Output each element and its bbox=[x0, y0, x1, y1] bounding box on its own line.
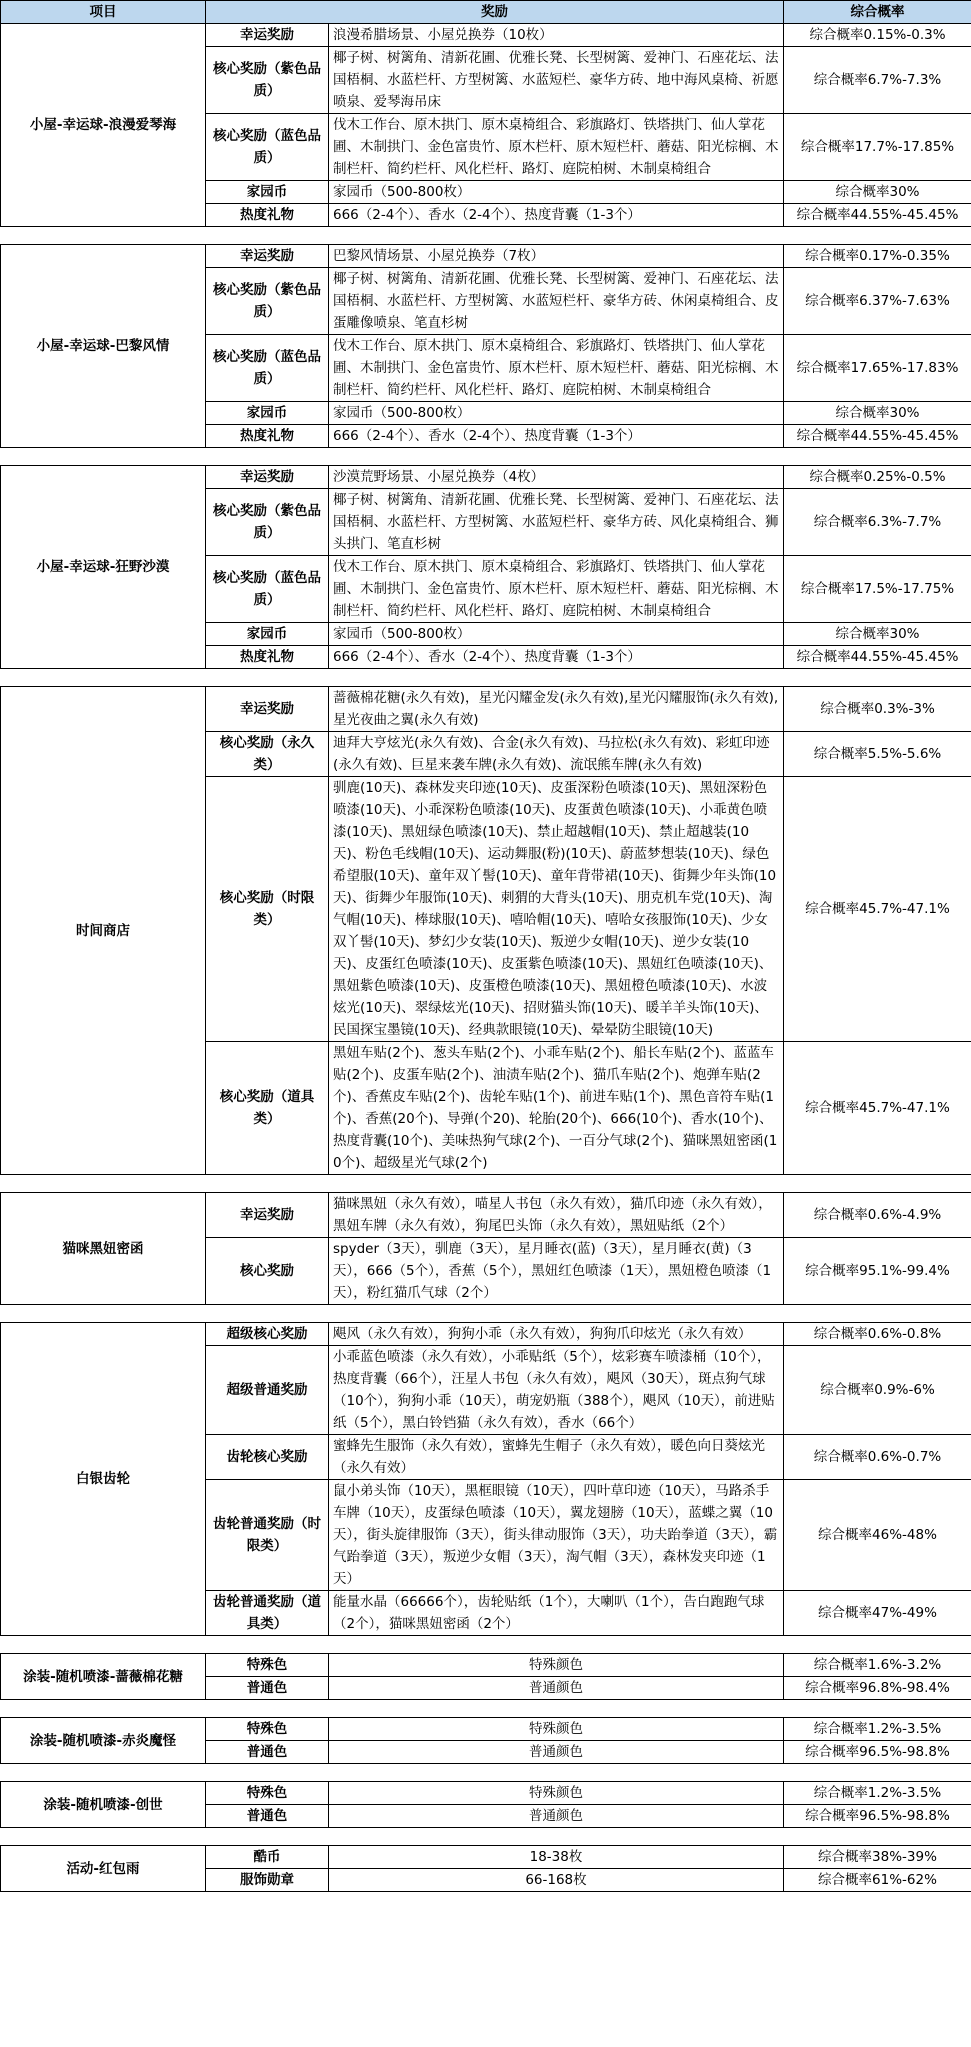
reward-category: 幸运奖励 bbox=[206, 24, 329, 47]
section-spacer bbox=[1, 1764, 971, 1782]
reward-items: 椰子树、树篱角、清新花圃、优雅长凳、长型树篱、爱神门、石座花坛、法国梧桐、水蓝栏杆、方型树篱、水蓝短栏杆、豪华方砖、休闲桌椅组合、皮蛋雕像喷泉、笔直杉树 bbox=[329, 268, 784, 335]
probability-value: 综合概率38%-39% bbox=[784, 1846, 971, 1869]
section-spacer-cell bbox=[1, 1305, 971, 1323]
probability-value: 综合概率44.55%-45.45% bbox=[784, 204, 971, 227]
reward-items: 普通颜色 bbox=[329, 1741, 784, 1764]
probability-value: 综合概率6.37%-7.63% bbox=[784, 268, 971, 335]
probability-value: 综合概率30% bbox=[784, 402, 971, 425]
probability-value: 综合概率1.6%-3.2% bbox=[784, 1654, 971, 1677]
reward-category: 酷币 bbox=[206, 1846, 329, 1869]
probability-value: 综合概率5.5%-5.6% bbox=[784, 732, 971, 777]
reward-category: 特殊色 bbox=[206, 1654, 329, 1677]
reward-category: 特殊色 bbox=[206, 1718, 329, 1741]
reward-items: 18-38枚 bbox=[329, 1846, 784, 1869]
reward-category: 齿轮普通奖励（时限类） bbox=[206, 1480, 329, 1591]
probability-value: 综合概率1.2%-3.5% bbox=[784, 1782, 971, 1805]
table-row bbox=[1, 466, 971, 489]
reward-items: 特殊颜色 bbox=[329, 1654, 784, 1677]
reward-items: 驯鹿(10天)、森林发夹印迹(10天)、皮蛋深粉色喷漆(10天)、黑妞深粉色喷漆(10天)、小乖深粉色喷漆(10天)、皮蛋黄色喷漆(10天)、小乖黄色喷漆(10天)、黑妞绿色喷漆(10天)、禁止超越帽(10天)、禁止超越装(10天)、粉色毛线帽(10天)、运动舞服(粉)(10天)、蔚蓝梦想装(10天)、绿色希望服(10天)、童年双丫髻(10天)、童年背带裙(10天)、街舞少年头饰(10天)、街舞少年服饰(10天)、刺猬的大背头(10天)、朋克机车党(10天)、淘气帽(10天)、棒球服(10天)、嘻哈帽(10天)、嘻哈女孩服饰(10天)、少女双丫髻(10天)、梦幻少女装(10天)、叛逆少女帽(10天)、逆少女装(10天)、皮蛋红色喷漆(10天)、皮蛋紫色喷漆(10天)、黑妞红色喷漆(10天)、黑妞紫色喷漆(10天)、皮蛋橙色喷漆(10天)、黑妞橙色喷漆(10天)、水波炫光(10天)、翠绿炫光(10天)、招财猫头饰(10天)、暖羊羊头饰(10天)、民国探宝墨镜(10天)、经典款眼镜(10天)、晕晕防尘眼镜(10天) bbox=[329, 777, 784, 1042]
table-row bbox=[1, 687, 971, 732]
reward-items: 迪拜大亨炫光(永久有效)、合金(永久有效)、马拉松(永久有效)、彩虹印迹(永久有效)、巨星来袭车牌(永久有效)、流氓熊车牌(永久有效) bbox=[329, 732, 784, 777]
probability-value: 综合概率44.55%-45.45% bbox=[784, 425, 971, 448]
table-row bbox=[1, 1782, 971, 1805]
reward-items: 鼠小弟头饰（10天），黑框眼镜（10天），四叶草印迹（10天），马路杀手车牌（10天），皮蛋绿色喷漆（10天），翼龙翅膀（10天），蓝蝶之翼（10天），街头旋律服饰（3天），街头律动服饰（3天），功夫跆拳道（3天），霸气跆拳道（3天），叛逆少女帽（3天），淘气帽（3天），森林发夹印迹（1天） bbox=[329, 1480, 784, 1591]
section-spacer-cell bbox=[1, 227, 971, 245]
probability-value: 综合概率46%-48% bbox=[784, 1480, 971, 1591]
reward-category: 幸运奖励 bbox=[206, 687, 329, 732]
reward-items: 蜜蜂先生服饰（永久有效），蜜蜂先生帽子（永久有效），暖色向日葵炫光（永久有效） bbox=[329, 1435, 784, 1480]
section-title: 时间商店 bbox=[1, 687, 206, 1175]
probability-value: 综合概率30% bbox=[784, 181, 971, 204]
probability-value: 综合概率96.5%-98.8% bbox=[784, 1741, 971, 1764]
reward-items: spyder（3天），驯鹿（3天），星月睡衣(蓝)（3天），星月睡衣(黄)（3天），666（5个），香蕉（5个），黑妞红色喷漆（1天），黑妞橙色喷漆（1天），粉红猫爪气球（2个） bbox=[329, 1238, 784, 1305]
section-title: 涂装-随机喷漆-蔷薇棉花糖 bbox=[1, 1654, 206, 1700]
probability-value: 综合概率17.7%-17.85% bbox=[784, 114, 971, 181]
header-probability: 综合概率 bbox=[784, 1, 971, 24]
reward-category: 核心奖励（永久类） bbox=[206, 732, 329, 777]
reward-category: 超级核心奖励 bbox=[206, 1323, 329, 1346]
probability-value: 综合概率1.2%-3.5% bbox=[784, 1718, 971, 1741]
probability-value: 综合概率6.3%-7.7% bbox=[784, 489, 971, 556]
reward-category: 超级普通奖励 bbox=[206, 1346, 329, 1435]
reward-category: 普通色 bbox=[206, 1677, 329, 1700]
reward-items: 666（2-4个）、香水（2-4个）、热度背囊（1-3个） bbox=[329, 204, 784, 227]
section-title: 小屋-幸运球-浪漫爱琴海 bbox=[1, 24, 206, 227]
probability-value: 综合概率95.1%-99.4% bbox=[784, 1238, 971, 1305]
probability-value: 综合概率0.25%-0.5% bbox=[784, 466, 971, 489]
probability-value: 综合概率0.17%-0.35% bbox=[784, 245, 971, 268]
reward-category: 幸运奖励 bbox=[206, 466, 329, 489]
reward-items: 伐木工作台、原木拱门、原木桌椅组合、彩旗路灯、铁塔拱门、仙人掌花圃、木制拱门、金色富贵竹、原木栏杆、原木短栏杆、蘑菇、阳光棕榈、木制栏杆、简约栏杆、风化栏杆、路灯、庭院柏树、木制桌椅组合 bbox=[329, 114, 784, 181]
section-spacer-cell bbox=[1, 1828, 971, 1846]
reward-category: 热度礼物 bbox=[206, 204, 329, 227]
reward-category: 核心奖励（道具类） bbox=[206, 1042, 329, 1175]
section-spacer bbox=[1, 669, 971, 687]
section-title: 涂装-随机喷漆-创世 bbox=[1, 1782, 206, 1828]
header-project: 项目 bbox=[1, 1, 206, 24]
reward-items: 伐木工作台、原木拱门、原木桌椅组合、彩旗路灯、铁塔拱门、仙人掌花圃、木制拱门、金色富贵竹、原木栏杆、原木短栏杆、蘑菇、阳光棕榈、木制栏杆、简约栏杆、风化栏杆、路灯、庭院柏树、木制桌椅组合 bbox=[329, 556, 784, 623]
probability-value: 综合概率0.6%-0.7% bbox=[784, 1435, 971, 1480]
reward-category: 幸运奖励 bbox=[206, 245, 329, 268]
reward-items: 666（2-4个）、香水（2-4个）、热度背囊（1-3个） bbox=[329, 646, 784, 669]
probability-value: 综合概率0.6%-0.8% bbox=[784, 1323, 971, 1346]
header-row bbox=[1, 1, 971, 24]
reward-category: 核心奖励（紫色品质） bbox=[206, 268, 329, 335]
table-row bbox=[1, 1718, 971, 1741]
reward-items: 伐木工作台、原木拱门、原木桌椅组合、彩旗路灯、铁塔拱门、仙人掌花圃、木制拱门、金色富贵竹、原木栏杆、原木短栏杆、蘑菇、阳光棕榈、木制栏杆、简约栏杆、风化栏杆、路灯、庭院柏树、木制桌椅组合 bbox=[329, 335, 784, 402]
probability-value: 综合概率17.65%-17.83% bbox=[784, 335, 971, 402]
reward-category: 普通色 bbox=[206, 1805, 329, 1828]
table-row bbox=[1, 1846, 971, 1869]
section-title: 涂装-随机喷漆-赤炎魔怪 bbox=[1, 1718, 206, 1764]
probability-value: 综合概率44.55%-45.45% bbox=[784, 646, 971, 669]
section-spacer bbox=[1, 227, 971, 245]
probability-value: 综合概率30% bbox=[784, 623, 971, 646]
reward-category: 核心奖励（蓝色品质） bbox=[206, 335, 329, 402]
reward-items: 家园币（500-800枚） bbox=[329, 181, 784, 204]
probability-value: 综合概率45.7%-47.1% bbox=[784, 777, 971, 1042]
reward-items: 蔷薇棉花糖(永久有效)，星光闪耀金发(永久有效),星光闪耀服饰(永久有效),星光夜曲之翼(永久有效) bbox=[329, 687, 784, 732]
table-body bbox=[1, 24, 971, 1892]
reward-category: 幸运奖励 bbox=[206, 1193, 329, 1238]
probability-value: 综合概率96.5%-98.8% bbox=[784, 1805, 971, 1828]
probability-value: 综合概率0.15%-0.3% bbox=[784, 24, 971, 47]
section-title: 活动-红包雨 bbox=[1, 1846, 206, 1892]
reward-category: 核心奖励 bbox=[206, 1238, 329, 1305]
section-title: 猫咪黑妞密函 bbox=[1, 1193, 206, 1305]
reward-items: 特殊颜色 bbox=[329, 1718, 784, 1741]
section-spacer bbox=[1, 1636, 971, 1654]
reward-category: 齿轮普通奖励（道具类） bbox=[206, 1591, 329, 1636]
reward-category: 热度礼物 bbox=[206, 646, 329, 669]
section-title: 白银齿轮 bbox=[1, 1323, 206, 1636]
section-spacer-cell bbox=[1, 1700, 971, 1718]
reward-category: 热度礼物 bbox=[206, 425, 329, 448]
reward-items: 飓风（永久有效），狗狗小乖（永久有效），狗狗爪印炫光（永久有效） bbox=[329, 1323, 784, 1346]
section-title: 小屋-幸运球-巴黎风情 bbox=[1, 245, 206, 448]
section-spacer-cell bbox=[1, 1764, 971, 1782]
section-spacer bbox=[1, 1175, 971, 1193]
reward-category: 服饰勋章 bbox=[206, 1869, 329, 1892]
section-title: 小屋-幸运球-狂野沙漠 bbox=[1, 466, 206, 669]
reward-items: 66-168枚 bbox=[329, 1869, 784, 1892]
table-row bbox=[1, 1323, 971, 1346]
reward-items: 666（2-4个）、香水（2-4个）、热度背囊（1-3个） bbox=[329, 425, 784, 448]
reward-category: 家园币 bbox=[206, 623, 329, 646]
section-spacer-cell bbox=[1, 1175, 971, 1193]
table-row bbox=[1, 245, 971, 268]
section-spacer-cell bbox=[1, 669, 971, 687]
section-spacer bbox=[1, 1828, 971, 1846]
reward-items: 黑妞车贴(2个)、葱头车贴(2个)、小乖车贴(2个)、船长车贴(2个)、蓝蓝车贴(2个)、皮蛋车贴(2个)、油渍车贴(2个)、猫爪车贴(2个)、炮弹车贴(2个)、香蕉皮车贴(2个)、齿轮车贴(1个)、前进车贴(1个)、黑色音符车贴(1个)、香蕉(20个)、导弹(个20)、轮胎(20个)、666(10个)、香水(10个)、热度背囊(10个)、美味热狗气球(2个)、一百分气球(2个)、猫咪黑妞密函(10个)、超级星光气球(2个) bbox=[329, 1042, 784, 1175]
probability-value: 综合概率47%-49% bbox=[784, 1591, 971, 1636]
section-spacer bbox=[1, 1305, 971, 1323]
reward-items: 巴黎风情场景、小屋兑换券（7枚） bbox=[329, 245, 784, 268]
table-row bbox=[1, 24, 971, 47]
reward-category: 核心奖励（紫色品质） bbox=[206, 47, 329, 114]
reward-category: 核心奖励（蓝色品质） bbox=[206, 556, 329, 623]
probability-value: 综合概率0.6%-4.9% bbox=[784, 1193, 971, 1238]
reward-items: 椰子树、树篱角、清新花圃、优雅长凳、长型树篱、爱神门、石座花坛、法国梧桐、水蓝栏杆、方型树篱、水蓝短栏杆、豪华方砖、风化桌椅组合、狮头拱门、笔直杉树 bbox=[329, 489, 784, 556]
reward-items: 猫咪黑妞（永久有效），喵星人书包（永久有效），猫爪印迹（永久有效），黑妞车牌（永久有效），狗尾巴头饰（永久有效），黑妞贴纸（2个） bbox=[329, 1193, 784, 1238]
section-spacer bbox=[1, 448, 971, 466]
reward-category: 核心奖励（蓝色品质） bbox=[206, 114, 329, 181]
section-spacer-cell bbox=[1, 448, 971, 466]
reward-category: 特殊色 bbox=[206, 1782, 329, 1805]
probability-value: 综合概率0.9%-6% bbox=[784, 1346, 971, 1435]
reward-items: 能量水晶（66666个），齿轮贴纸（1个），大喇叭（1个），告白跑跑气球（2个），猫咪黑妞密函（2个） bbox=[329, 1591, 784, 1636]
probability-value: 综合概率96.8%-98.4% bbox=[784, 1677, 971, 1700]
probability-value: 综合概率45.7%-47.1% bbox=[784, 1042, 971, 1175]
section-spacer bbox=[1, 1700, 971, 1718]
table-row bbox=[1, 1193, 971, 1238]
probability-value: 综合概率0.3%-3% bbox=[784, 687, 971, 732]
probability-value: 综合概率17.5%-17.75% bbox=[784, 556, 971, 623]
reward-category: 核心奖励（紫色品质） bbox=[206, 489, 329, 556]
reward-items: 沙漠荒野场景、小屋兑换券（4枚） bbox=[329, 466, 784, 489]
reward-category: 家园币 bbox=[206, 181, 329, 204]
reward-category: 齿轮核心奖励 bbox=[206, 1435, 329, 1480]
header-reward: 奖励 bbox=[206, 1, 784, 24]
reward-items: 小乖蓝色喷漆（永久有效），小乖贴纸（5个），炫彩赛车喷漆桶（10个），热度背囊（66个），汪星人书包（永久有效），飓风（30天），斑点狗气球（10个），狗狗小乖（10天），萌宠奶瓶（388个），飓风（10天），前进贴纸（5个），黑白铃铛猫（永久有效），香水（66个） bbox=[329, 1346, 784, 1435]
probability-value: 综合概率61%-62% bbox=[784, 1869, 971, 1892]
reward-items: 浪漫希腊场景、小屋兑换券（10枚） bbox=[329, 24, 784, 47]
reward-items: 特殊颜色 bbox=[329, 1782, 784, 1805]
reward-items: 椰子树、树篱角、清新花圃、优雅长凳、长型树篱、爱神门、石座花坛、法国梧桐、水蓝栏杆、方型树篱、水蓝短栏、豪华方砖、地中海风桌椅、祈愿喷泉、爱琴海吊床 bbox=[329, 47, 784, 114]
reward-items: 普通颜色 bbox=[329, 1677, 784, 1700]
section-spacer-cell bbox=[1, 1636, 971, 1654]
table-row bbox=[1, 1654, 971, 1677]
reward-items: 家园币（500-800枚） bbox=[329, 402, 784, 425]
reward-category: 普通色 bbox=[206, 1741, 329, 1764]
reward-items: 普通颜色 bbox=[329, 1805, 784, 1828]
reward-items: 家园币（500-800枚） bbox=[329, 623, 784, 646]
reward-category: 核心奖励（时限类） bbox=[206, 777, 329, 1042]
probability-value: 综合概率6.7%-7.3% bbox=[784, 47, 971, 114]
reward-category: 家园币 bbox=[206, 402, 329, 425]
